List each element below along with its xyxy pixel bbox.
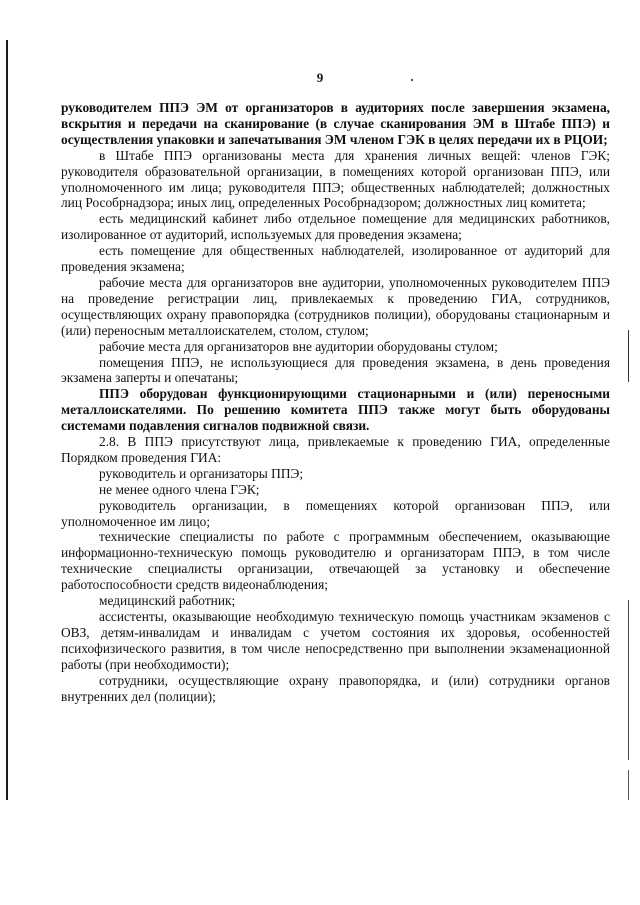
paragraph: 2.8. В ППЭ присутствуют лица, привлекаемые к проведению ГИА, определенные Порядком проведения ГИА: [61, 434, 610, 465]
paragraph: сотрудники, осуществляющие охрану правопорядка, и (или) сотрудники органов внутренних дел (полиции); [61, 672, 610, 704]
paragraph: ассистенты, оказывающие необходимую техническую помощь участникам экзаменов с ОВЗ, детям-инвалидам и инвалидам с учетом состояния их здоровья, особенностей психофизического развития, в том числе непосредственно при выполнении экзаменационной работы (при необходимости); [61, 609, 610, 672]
paragraph: технические специалисты по работе с программным обеспечением, оказывающие информационно-техническую помощь руководителю и организаторам ППЭ, в том числе технические специалисты организации, отвечающей за установку и обеспечение работоспособности средств видеонаблюдения; [61, 529, 610, 593]
document-body [61, 100, 610, 704]
paragraph: руководителем ППЭ ЭМ от организаторов в аудиториях после завершения экзамена, вскрытия и передачи на сканирование (в случае сканирования ЭМ в Штабе ППЭ) и осуществления упаковки и запечатывания ЭМ членом ГЭК в целях передачи их в РЦОИ; [61, 100, 610, 147]
paragraph: рабочие места для организаторов вне аудитории оборудованы стулом; [99, 338, 498, 354]
paragraph: в Штабе ППЭ организованы места для хранения личных вещей: членов ГЭК; руководителя образовательной организации, в помещениях которой организован ППЭ, или уполномоченного им лица; руководителя ППЭ; общественных наблюдателей; должностных лиц Рособрнадзора; иных лиц, определенных Рособрнадзором; должностных лиц комитета; [61, 147, 610, 211]
paragraph: не менее одного члена ГЭК; [99, 481, 260, 497]
paragraph: ППЭ оборудован функционирующими стационарными и (или) переносными металлоискателями. По решению комитета ППЭ также могут быть оборудованы системами подавления сигналов подвижной связи. [61, 386, 610, 434]
paragraph: руководитель организации, в помещениях которой организован ППЭ, или уполномоченное им лицо; [61, 497, 610, 529]
paragraph: рабочие места для организаторов вне аудитории, уполномоченных руководителем ППЭ на проведение регистрации лиц, привлекаемых к проведению ГИА, сотрудников, осуществляющих охрану правопорядка (сотрудников полиции), оборудованы стационарным и (или) переносным металлоискателем, столом, стулом; [61, 274, 610, 338]
paragraph: есть медицинский кабинет либо отдельное помещение для медицинских работников, изолированное от аудиторий, используемых для проведения экзамена; [61, 211, 610, 243]
paragraph: руководитель и организаторы ППЭ; [99, 465, 304, 481]
scan-margin-mark [628, 330, 629, 382]
scan-margin-mark [628, 600, 629, 760]
scan-margin-mark [628, 770, 629, 800]
paragraph: помещения ППЭ, не использующиеся для проведения экзамена, в день проведения экзамена заперты и опечатаны; [61, 354, 610, 386]
page-number: 9 [316, 70, 324, 85]
paragraph: медицинский работник; [99, 593, 236, 609]
scan-edge-line [6, 40, 8, 800]
paragraph: есть помещение для общественных наблюдателей, изолированное от аудиторий для проведения экзамена; [61, 243, 610, 275]
